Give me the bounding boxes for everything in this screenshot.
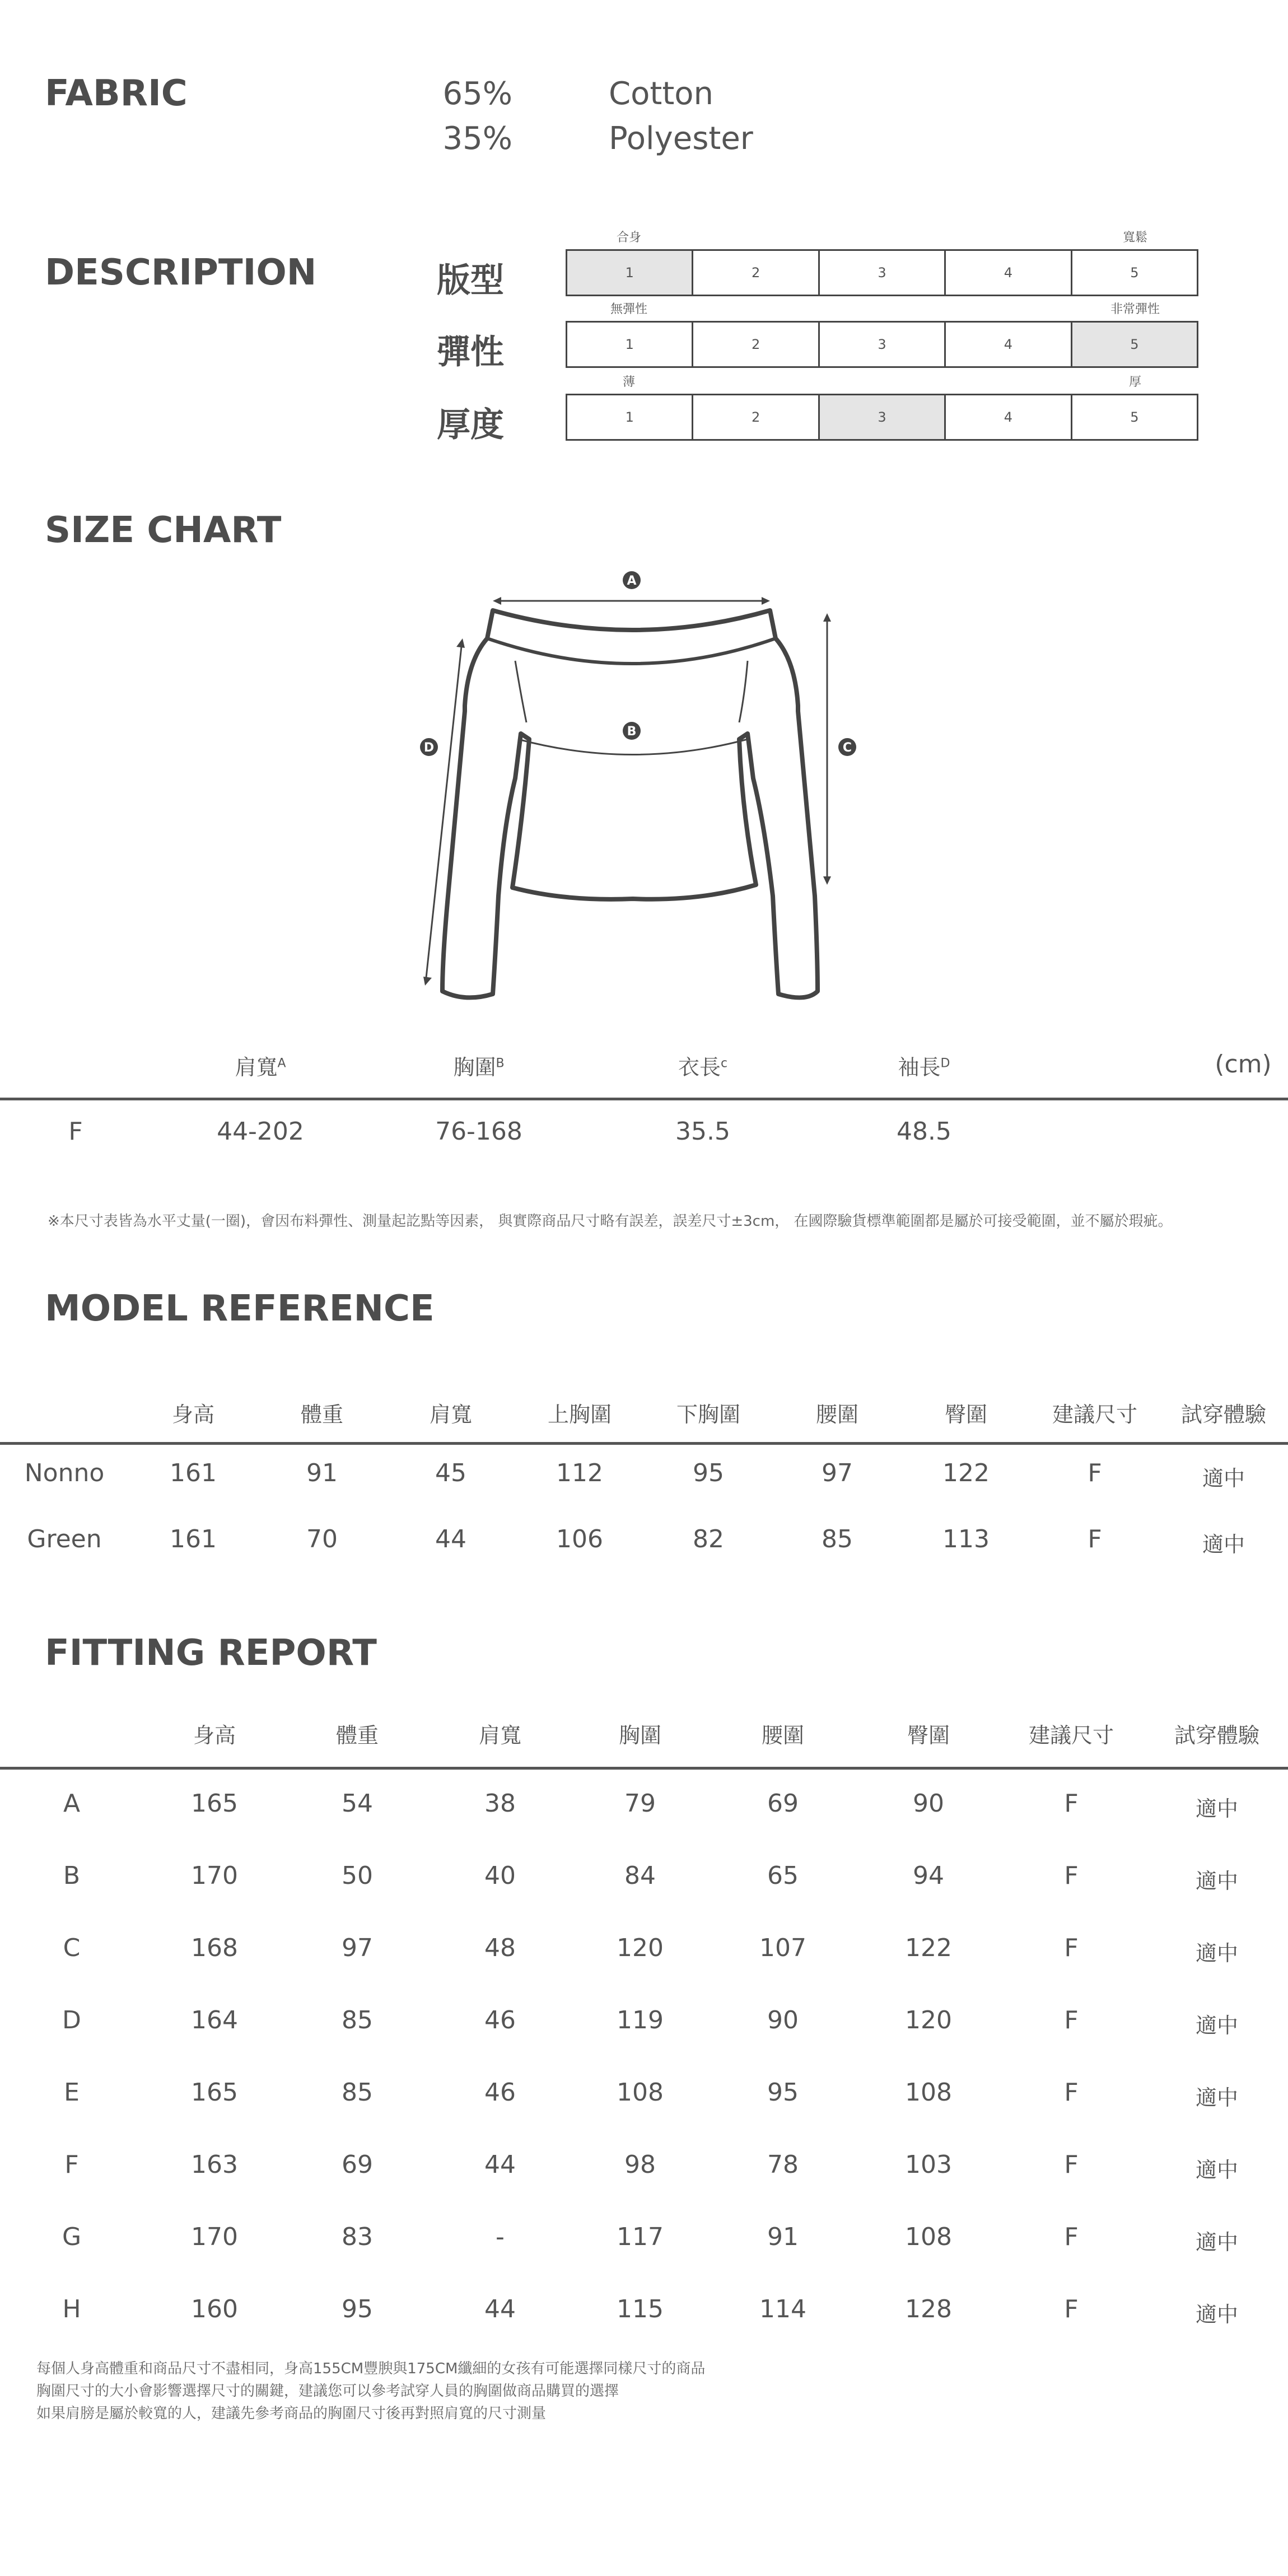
fitting-value: 65	[767, 1861, 799, 1890]
header-marker: A	[277, 1056, 286, 1071]
fitting-value: 170	[191, 2223, 238, 2251]
model-value: F	[1088, 1459, 1102, 1487]
scale-cell-3: 3	[820, 395, 946, 439]
header-label: 袖長	[898, 1055, 941, 1080]
fitting-value: -	[496, 2223, 505, 2251]
model-header: 體重	[300, 1402, 344, 1427]
model-value: 106	[556, 1525, 603, 1553]
model-header: 試穿體驗	[1180, 1402, 1267, 1427]
model-value: 113	[942, 1525, 990, 1553]
scale-ends	[566, 228, 1198, 245]
fitting-value: 108	[617, 2078, 664, 2107]
scale-bar	[566, 321, 1198, 368]
fitting-value: 120	[617, 1934, 664, 1962]
fitting-value: 46	[484, 2006, 516, 2034]
fitting-value: 54	[342, 1789, 373, 1818]
fitting-value: F	[1064, 2223, 1079, 2251]
model-reference-heading: MODEL REFERENCE	[45, 1288, 435, 1329]
fitting-value: 165	[191, 2078, 238, 2107]
size-chart-header	[453, 1050, 504, 1081]
svg-text:A: A	[627, 574, 637, 588]
fitting-value: 128	[905, 2295, 952, 2323]
fitting-value: 95	[767, 2078, 799, 2107]
marker-c	[838, 738, 856, 756]
fitting-name: D	[62, 2006, 81, 2034]
fitting-notes	[36, 2358, 705, 2425]
fabric-pct-2: 35%	[442, 120, 512, 157]
fabric-heading: FABRIC	[45, 73, 188, 114]
model-value: 82	[693, 1525, 724, 1553]
fitting-value: 103	[905, 2150, 952, 2179]
fitting-value: 90	[913, 1789, 944, 1818]
model-value: 70	[306, 1525, 338, 1553]
model-header: 下胸圍	[676, 1402, 741, 1427]
scale-label: 厚度	[437, 405, 504, 445]
fitting-value: 117	[617, 2223, 664, 2251]
fitting-value: 97	[342, 1934, 373, 1962]
header-label: 胸圍	[453, 1055, 496, 1080]
fitting-header: 體重	[335, 1723, 379, 1748]
fitting-name: A	[63, 1789, 81, 1818]
fitting-value: 適中	[1195, 1796, 1239, 1821]
fitting-value: F	[1064, 2295, 1079, 2323]
scale-cell-1: 1	[567, 323, 693, 366]
fitting-value: 168	[191, 1934, 238, 1962]
fitting-value: 94	[913, 1861, 944, 1890]
fitting-name: F	[64, 2150, 79, 2179]
fabric-material-1: Cotton	[609, 76, 714, 112]
marker-d	[420, 738, 438, 756]
fitting-value: 107	[759, 1934, 806, 1962]
fitting-value: 69	[342, 2150, 373, 2179]
fitting-value: 85	[342, 2006, 373, 2034]
fitting-rule	[0, 1767, 1288, 1770]
fitting-value: 79	[624, 1789, 656, 1818]
fitting-value: 165	[191, 1789, 238, 1818]
fitting-value: F	[1064, 1934, 1079, 1962]
scale-right-label: 厚	[1128, 375, 1141, 389]
fitting-header: 臀圍	[907, 1723, 950, 1748]
size-chart-note: ※本尺寸表皆為水平丈量(一圈)，會因布料彈性、測量起訖點等因素， 與實際商品尺寸略有誤差，誤差尺寸±3cm， 在國際驗貨標準範圍都是屬於可接受範圍，並不屬於瑕疵。	[48, 1213, 1173, 1230]
fitting-value: 98	[624, 2150, 656, 2179]
scale-right-label: 非常彈性	[1110, 302, 1160, 316]
fitting-name: B	[63, 1861, 81, 1890]
fitting-header: 胸圍	[618, 1723, 662, 1748]
fabric-material-2: Polyester	[609, 120, 753, 157]
svg-text:D: D	[423, 741, 435, 755]
seam-left	[515, 661, 526, 722]
fitting-value: 48	[484, 1934, 516, 1962]
model-rule	[0, 1442, 1288, 1445]
fitting-header: 建議尺寸	[1028, 1723, 1114, 1748]
fitting-value: 160	[191, 2295, 238, 2323]
fitting-value: F	[1064, 2006, 1079, 2034]
fitting-value: 46	[484, 2078, 516, 2107]
scale-cell-1: 1	[567, 395, 693, 439]
fitting-value: 44	[484, 2150, 516, 2179]
size-value: 44-202	[217, 1117, 304, 1146]
size-value: 76-168	[435, 1117, 522, 1146]
scale-bar	[566, 394, 1198, 441]
fitting-value: 適中	[1195, 1869, 1239, 1893]
fitting-value: 適中	[1195, 2230, 1239, 2255]
model-name: Green	[27, 1525, 102, 1553]
fitting-value: 40	[484, 1861, 516, 1890]
fitting-value: 108	[905, 2078, 952, 2107]
fitting-value: 適中	[1195, 1941, 1239, 1966]
scale-cell-4: 4	[946, 251, 1072, 295]
scale-ends	[566, 300, 1198, 317]
model-value: 161	[170, 1525, 217, 1553]
fitting-header: 肩寬	[478, 1723, 522, 1748]
size-label: F	[68, 1117, 83, 1146]
fitting-value: 83	[342, 2223, 373, 2251]
fitting-note-2: 胸圍尺寸的大小會影響選擇尺寸的關鍵，建議您可以參考試穿人員的胸圍做商品購買的選擇	[36, 2383, 619, 2400]
fitting-value: 119	[617, 2006, 664, 2034]
scale-cell-2: 2	[693, 395, 819, 439]
fitting-value: 170	[191, 1861, 238, 1890]
model-header: 腰圍	[815, 1402, 859, 1427]
fitting-value: 84	[624, 1861, 656, 1890]
model-value: 97	[822, 1459, 853, 1487]
model-header: 建議尺寸	[1052, 1402, 1138, 1427]
scale-cell-2: 2	[693, 323, 819, 366]
model-value: 44	[435, 1525, 466, 1553]
size-chart-heading: SIZE CHART	[45, 510, 282, 551]
marker-a	[623, 571, 641, 589]
garment-diagram	[414, 566, 874, 1014]
fitting-value: F	[1064, 1861, 1079, 1890]
svg-text:B: B	[627, 725, 637, 739]
size-chart-rule	[0, 1098, 1288, 1100]
fitting-value: 164	[191, 2006, 238, 2034]
model-value: 91	[306, 1459, 338, 1487]
header-marker: c	[720, 1056, 728, 1071]
fitting-note-3: 如果肩膀是屬於較寬的人，建議先參考商品的胸圍尺寸後再對照肩寬的尺寸測量	[36, 2405, 547, 2422]
chest-line	[518, 739, 748, 755]
model-header: 臀圍	[944, 1402, 988, 1427]
fitting-name: E	[64, 2078, 80, 2107]
fitting-value: 95	[342, 2295, 373, 2323]
scale-left-label: 無彈性	[610, 302, 647, 316]
fitting-value: 適中	[1195, 2158, 1239, 2182]
fitting-value: 69	[767, 1789, 799, 1818]
model-value: 161	[170, 1459, 217, 1487]
scale-cell-1: 1	[567, 251, 693, 295]
model-value: 適中	[1202, 1532, 1245, 1557]
fitting-value: 122	[905, 1934, 952, 1962]
fitting-value: 適中	[1195, 2013, 1239, 2038]
fitting-value: F	[1064, 2078, 1079, 2107]
fitting-value: 90	[767, 2006, 799, 2034]
scale-cell-3: 3	[820, 251, 946, 295]
fitting-value: F	[1064, 1789, 1079, 1818]
fitting-value: 適中	[1195, 2085, 1239, 2110]
fitting-value: 114	[759, 2295, 806, 2323]
fitting-value: 38	[484, 1789, 516, 1818]
scale-cell-5: 5	[1072, 323, 1197, 366]
header-marker: D	[940, 1056, 950, 1071]
fitting-header: 身高	[193, 1723, 236, 1748]
model-value: 適中	[1202, 1466, 1245, 1491]
scale-cell-2: 2	[693, 251, 819, 295]
marker-b	[623, 722, 641, 740]
fitting-value: F	[1064, 2150, 1079, 2179]
scale-left-label: 合身	[616, 231, 641, 245]
size-chart-header	[678, 1050, 727, 1081]
scale-left-label: 薄	[622, 375, 635, 389]
model-value: F	[1088, 1525, 1102, 1553]
fitting-note-1: 每個人身高體重和商品尺寸不盡相同，身高155CM豐腴與175CM纖細的女孩有可能選擇同樣尺寸的商品	[36, 2360, 706, 2377]
fitting-value: 108	[905, 2223, 952, 2251]
description-heading: DESCRIPTION	[45, 252, 317, 293]
model-value: 45	[435, 1459, 466, 1487]
fitting-value: 85	[342, 2078, 373, 2107]
scale-label: 版型	[437, 261, 504, 300]
model-value: 85	[822, 1525, 853, 1553]
scale-cell-4: 4	[946, 323, 1072, 366]
model-header: 上胸圍	[547, 1402, 612, 1427]
fitting-header: 腰圍	[761, 1723, 805, 1748]
scale-cell-4: 4	[946, 395, 1072, 439]
model-header: 身高	[171, 1402, 215, 1427]
garment-outline	[442, 610, 818, 997]
scale-label: 彈性	[437, 333, 504, 372]
svg-text:C: C	[842, 741, 852, 755]
fitting-report-heading: FITTING REPORT	[45, 1632, 377, 1674]
model-value: 95	[693, 1459, 724, 1487]
size-chart-header	[235, 1050, 286, 1081]
fitting-value: 163	[191, 2150, 238, 2179]
scale-ends	[566, 372, 1198, 390]
scale-cell-5: 5	[1072, 395, 1197, 439]
fitting-name: C	[63, 1934, 81, 1962]
scale-cell-3: 3	[820, 323, 946, 366]
fitting-value: 115	[617, 2295, 664, 2323]
fitting-value: 78	[767, 2150, 799, 2179]
fitting-header: 試穿體驗	[1174, 1723, 1260, 1748]
header-marker: B	[496, 1056, 505, 1071]
fitting-value: 50	[342, 1861, 373, 1890]
neckline-band	[487, 638, 776, 664]
fitting-value: 適中	[1195, 2302, 1239, 2327]
scale-cell-5: 5	[1072, 251, 1197, 295]
header-label: 衣長	[678, 1055, 721, 1080]
fitting-name: H	[62, 2295, 81, 2323]
model-name: Nonno	[24, 1459, 105, 1487]
model-value: 122	[942, 1459, 990, 1487]
model-value: 112	[556, 1459, 603, 1487]
fitting-name: G	[62, 2223, 82, 2251]
header-label: 肩寬	[235, 1055, 278, 1080]
fitting-value: 91	[767, 2223, 799, 2251]
size-chart-header	[898, 1050, 950, 1081]
fabric-pct-1: 65%	[442, 76, 512, 112]
scale-bar	[566, 249, 1198, 296]
unit-label: (cm)	[1215, 1050, 1272, 1079]
model-header: 肩寬	[429, 1402, 473, 1427]
fitting-value: 120	[905, 2006, 952, 2034]
size-value: 48.5	[897, 1117, 951, 1146]
seam-right	[739, 661, 748, 722]
fitting-value: 44	[484, 2295, 516, 2323]
size-value: 35.5	[675, 1117, 730, 1146]
scale-right-label: 寬鬆	[1122, 231, 1147, 245]
